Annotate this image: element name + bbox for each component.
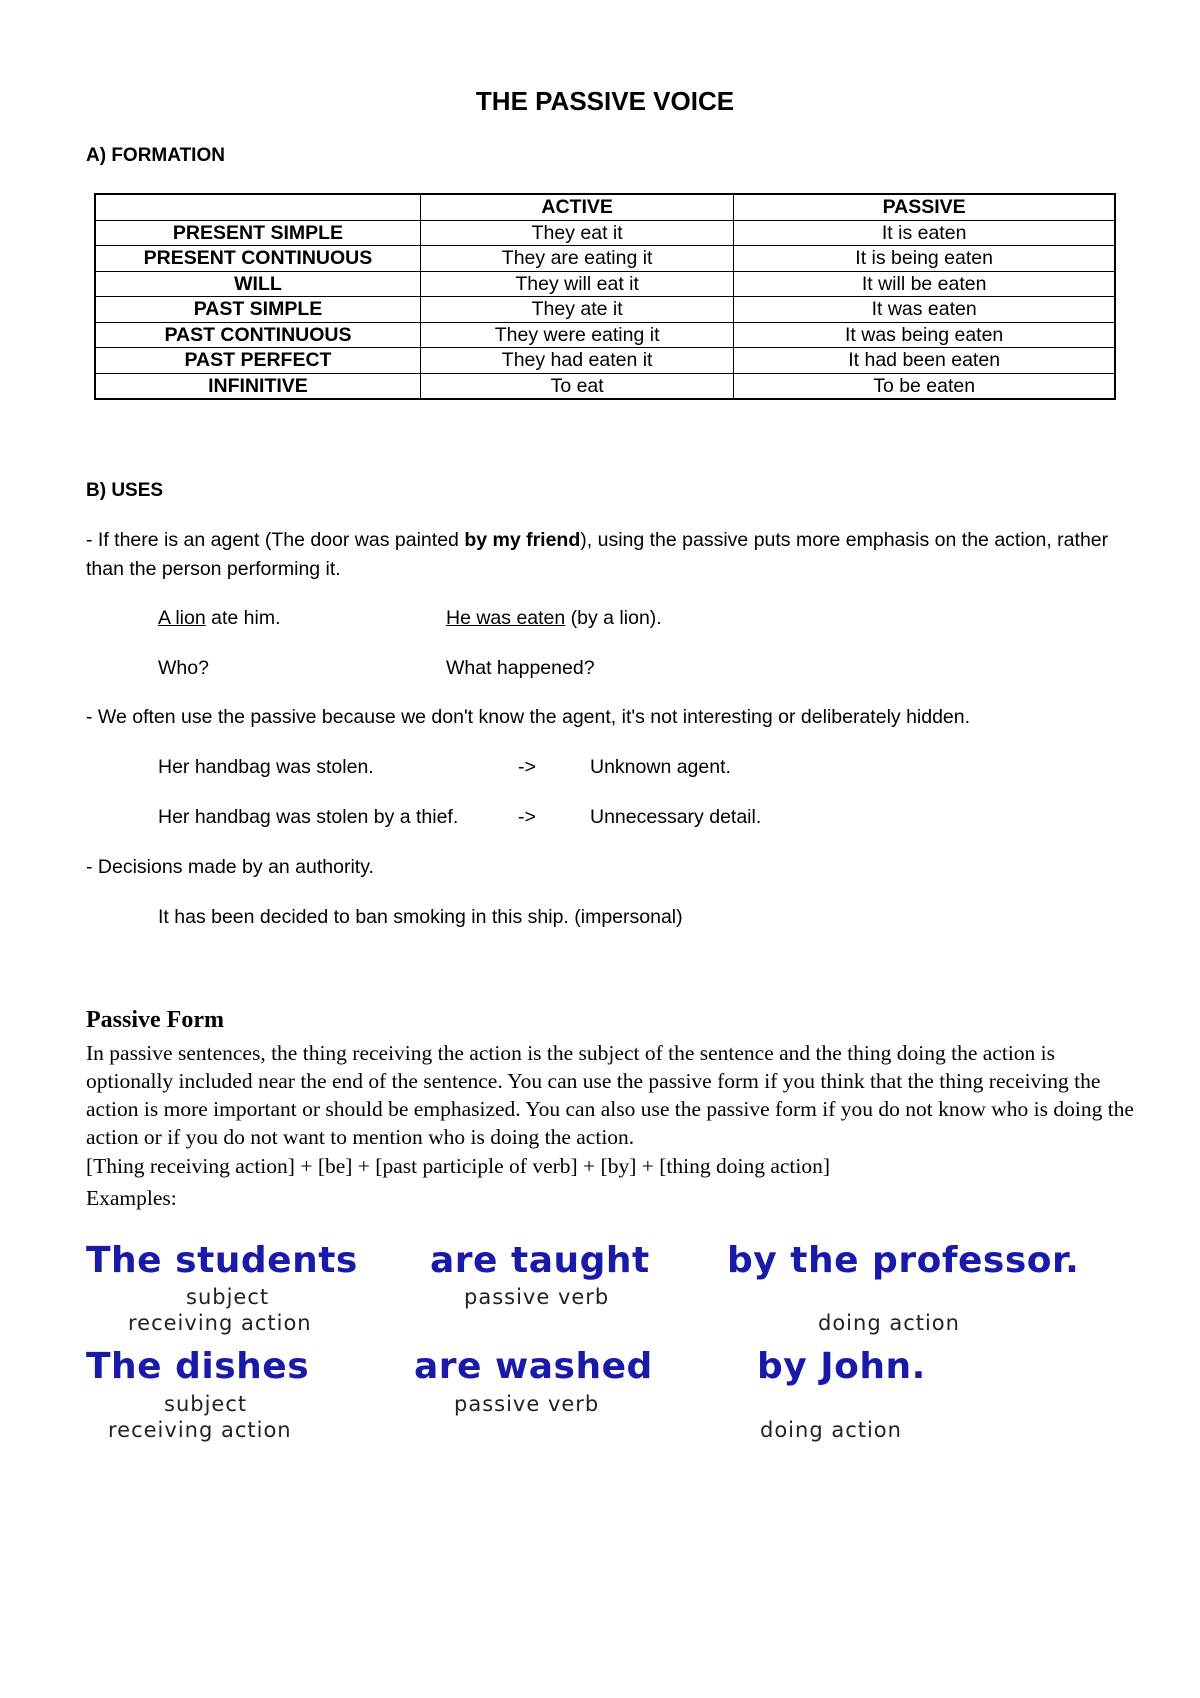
example-text: ate him. <box>205 607 281 629</box>
table-row <box>95 373 1115 399</box>
uses-paragraph-agent <box>86 526 1131 584</box>
underlined-passive: He was eaten <box>446 607 566 629</box>
table-header-cell: ACTIVE <box>420 194 733 220</box>
example-label: passive verb <box>454 1392 600 1416</box>
uses-paragraph-authority: - Decisions made by an authority. <box>86 856 374 878</box>
section-b-heading: B) USES <box>86 480 164 501</box>
example-verb: are washed <box>414 1346 653 1387</box>
active-cell: They eat it <box>420 220 733 246</box>
example-line: Unnecessary detail. <box>590 806 762 828</box>
example-label: doing action <box>760 1418 902 1442</box>
active-cell: They are eating it <box>420 246 733 272</box>
table-header-row <box>95 194 1115 220</box>
table-row <box>95 220 1115 246</box>
example-agent: by the professor. <box>727 1240 1080 1281</box>
tense-cell: WILL <box>95 271 420 297</box>
passive-cell: It is being eaten <box>734 246 1115 272</box>
arrow: -> <box>518 756 536 778</box>
passive-form-heading: Passive Form <box>86 1007 224 1033</box>
arrow: -> <box>518 806 536 828</box>
passive-form-paragraph: In passive sentences, the thing receiving the action is the subject of the sentence and the thing doing the action is optionally included near the end of the sentence. You can use the passive form if you think that the thing receiving the action is more important or should be emphasized. You can also use the passive form if you do not know who is doing the action or if you do not want to mention who is doing the action. <box>86 1041 1134 1149</box>
example-line: Her handbag was stolen by a thief. <box>158 806 459 828</box>
active-cell: To eat <box>420 373 733 399</box>
table-row <box>95 297 1115 323</box>
example-line: Her handbag was stolen. <box>158 756 374 778</box>
active-cell: They ate it <box>420 297 733 323</box>
active-cell: They will eat it <box>420 271 733 297</box>
example-label: subject <box>164 1392 248 1416</box>
example-line <box>446 607 662 630</box>
table-row <box>95 322 1115 348</box>
tense-cell: INFINITIVE <box>95 373 420 399</box>
example-subject: The dishes <box>86 1346 310 1387</box>
example-label: receiving action <box>108 1418 292 1442</box>
passive-cell: It will be eaten <box>734 271 1115 297</box>
agent-emphasis: by my friend <box>464 529 581 551</box>
example-line: Unknown agent. <box>590 756 731 778</box>
example-label: passive verb <box>464 1285 610 1309</box>
example-text: (by a lion). <box>565 607 662 629</box>
tense-cell: PRESENT CONTINUOUS <box>95 246 420 272</box>
active-cell: They were eating it <box>420 322 733 348</box>
passive-cell: It had been eaten <box>734 348 1115 374</box>
table-row <box>95 271 1115 297</box>
active-cell: They had eaten it <box>420 348 733 374</box>
uses-text: - If there is an agent (The door was painted <box>86 529 465 551</box>
section-a-heading: A) FORMATION <box>86 145 225 166</box>
example-verb: are taught <box>430 1240 650 1281</box>
table-row <box>95 246 1115 272</box>
example-label: receiving action <box>128 1311 312 1335</box>
question-who: Who? <box>158 657 209 679</box>
table-header-cell: PASSIVE <box>734 194 1115 220</box>
table-header-cell <box>95 194 420 220</box>
example-line: It has been decided to ban smoking in this ship. (impersonal) <box>158 906 683 928</box>
question-what-happened: What happened? <box>446 657 595 679</box>
example-agent: by John. <box>757 1346 926 1387</box>
table-row <box>95 348 1115 374</box>
passive-cell: It was being eaten <box>734 322 1115 348</box>
formation-table <box>94 193 1116 400</box>
tense-cell: PAST SIMPLE <box>95 297 420 323</box>
example-line <box>158 607 281 630</box>
tense-cell: PAST CONTINUOUS <box>95 322 420 348</box>
example-label: subject <box>186 1285 270 1309</box>
page-title: THE PASSIVE VOICE <box>475 86 735 116</box>
example-subject: The students <box>86 1240 358 1281</box>
tense-cell: PAST PERFECT <box>95 348 420 374</box>
passive-cell: To be eaten <box>734 373 1115 399</box>
example-label: doing action <box>818 1311 960 1335</box>
examples-label: Examples: <box>86 1186 177 1210</box>
passive-cell: It was eaten <box>734 297 1115 323</box>
tense-cell: PRESENT SIMPLE <box>95 220 420 246</box>
underlined-agent: A lion <box>158 607 206 629</box>
passive-form-formula: [Thing receiving action] + [be] + [past participle of verb] + [by] + [thing doing action] <box>86 1154 831 1178</box>
passive-cell: It is eaten <box>734 220 1115 246</box>
uses-paragraph-unknown: - We often use the passive because we don't know the agent, it's not interesting or deliberately hidden. <box>86 706 971 728</box>
uses-text: ), using the passive puts more emphasis on the action, rather than the person performing it. <box>86 529 1109 580</box>
